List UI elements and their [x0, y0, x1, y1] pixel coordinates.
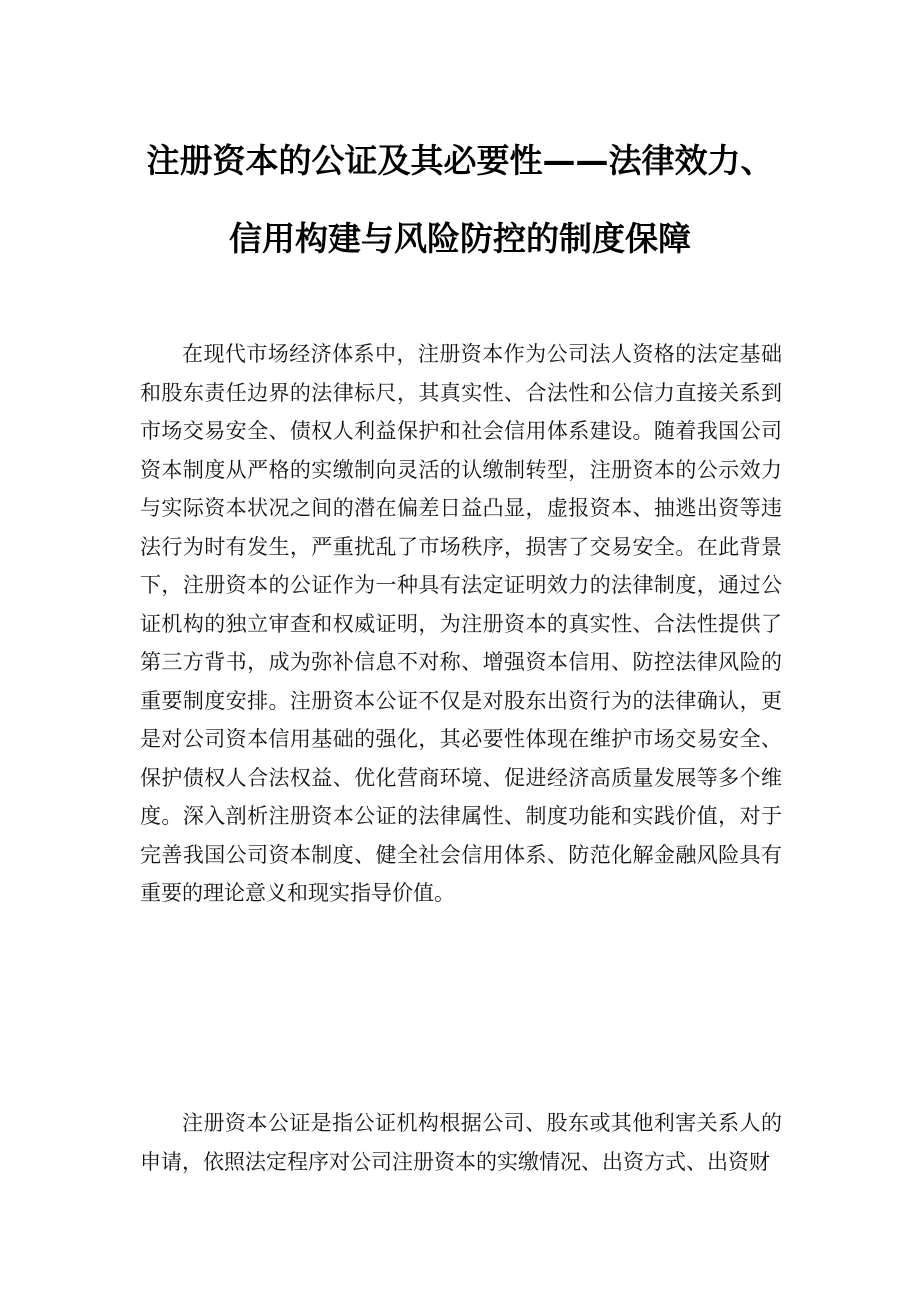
- title-line-2: 信用构建与风险防控的制度保障: [229, 219, 691, 258]
- paragraph-1: 在现代市场经济体系中，注册资本作为公司法人资格的法定基础和股东责任边界的法律标尺，其真实性、合法性和公信力直接关系到市场交易安全、债权人利益保护和社会信用体系建设。随着我国公司资本制度从严格的实缴制向灵活的认缴制转型，注册资本的公示效力与实际资本状况之间的潜在偏差日益凸显，虚报资本、抽逃出资等违法行为时有发生，严重扰乱了市场秩序，损害了交易安全。在此背景下，注册资本的公证作为一种具有法定证明效力的法律制度，通过公证机构的独立审查和权威证明，为注册资本的真实性、合法性提供了第三方背书，成为弥补信息不对称、增强资本信用、防控法律风险的重要制度安排。注册资本公证不仅是对股东出资行为的法律确认，更是对公司资本信用基础的强化，其必要性体现在维护市场交易安全、保护债权人合法权益、优化营商环境、促进经济高质量发展等多个维度。深入剖析注册资本公证的法律属性、制度功能和实践价值，对于完善我国公司资本制度、健全社会信用体系、防范化解金融风险具有重要的理论意义和现实指导价值。: [140, 342, 782, 905]
- document-title: [100, 122, 820, 278]
- paragraph-2: 注册资本公证是指公证机构根据公司、股东或其他利害关系人的申请，依照法定程序对公司注册资本的实缴情况、出资方式、出资财: [140, 1111, 782, 1174]
- title-line-1: 注册资本的公证及其必要性——法律效力、: [146, 141, 774, 180]
